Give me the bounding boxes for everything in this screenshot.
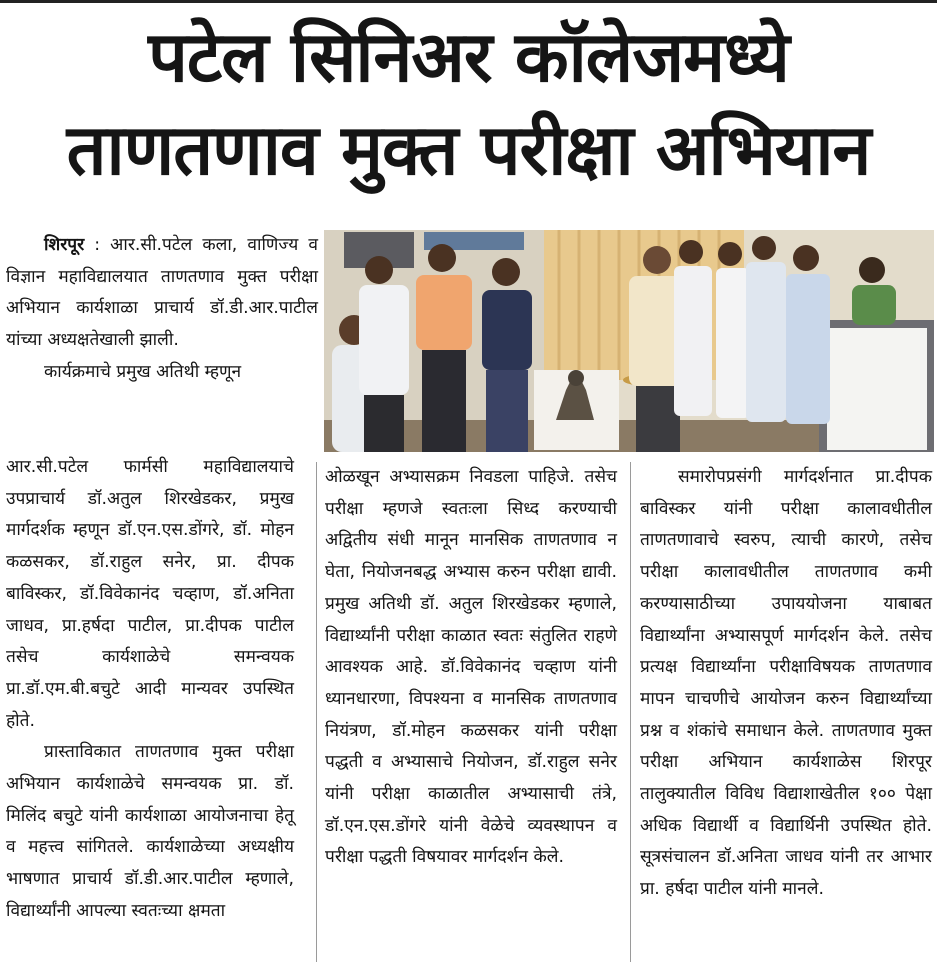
dateline: शिरपूर [44, 235, 85, 255]
article-column-1-top [6, 230, 318, 389]
article-column-3 [640, 462, 932, 906]
paragraph-1-text: आर.सी.पटेल कला, वाणिज्य व विज्ञान महाविद्यालयात ताणतणाव मुक्त परीक्षा अभियान कार्यशाळा प्राचार्य डॉ.डी.आर.पाटील यांच्या अध्यक्षतेखाली झाली. [6, 235, 319, 351]
paragraph-1 [6, 230, 318, 357]
event-photo [324, 230, 934, 452]
paragraph-2-start: कार्यक्रमाचे प्रमुख अतिथी म्हणून [44, 361, 242, 382]
column-3-text: समारोपप्रसंगी मार्गदर्शनात प्रा.दीपक बाविस्कर यांनी परीक्षा कालावधीतील ताणतणावाचे स्वरुप, त्याची कारणे, तसेच परीक्षा कालावधीतील ताणतणाव कमी करण्यासाठीच्या उपाययोजना याबाबत विद्यार्थ्यांना अभ्यासपूर्ण मार्गदर्शन केले. तसेच प्रत्यक्ष विद्यार्थ्यांना परीक्षाविषयक ताणतणाव मापन चाचणीचे आयोजन करुन विद्यार्थ्यांच्या प्रश्न व शंकांचे समाधान केले. ताणतणाव मुक्त परीक्षा अभियान कार्यशाळेस शिरपूर तालुक्यातील विविध विद्याशाखेतील १०० पेक्षा अधिक विद्यार्थी व विद्यार्थिनी उपस्थित होते. सूत्रसंचालन डॉ.अनिता जाधव यांनी तर आभार प्रा. हर्षदा पाटील यांनी मानले. [640, 467, 932, 900]
paragraph-2-text: आर.सी.पटेल फार्मसी महाविद्यालयाचे उपप्राचार्य डॉ.अतुल शिरखेडकर, प्रमुख मार्गदर्शक म्हणून डॉ.एन.एस.डोंगरे, डॉ. मोहन कळसकर, डॉ.राहुल सनेर, प्रा. दीपक बाविस्कर, डॉ.विवेकानंद चव्हाण, डॉ.अनिता जाधव, प्रा.हर्षदा पाटील, प्रा.दीपक पाटील तसेच कार्यशाळेचे समन्वयक प्रा.डॉ.एम.बी.बचुटे आदी मान्यवर उपस्थित होते. [6, 457, 294, 731]
article-column-2 [325, 462, 617, 874]
article-column-1-bottom [6, 452, 294, 928]
headline-line-1: पटेल सिनिअर कॉलेजमध्ये [148, 16, 789, 98]
column-2-text: ओळखून अभ्यासक्रम निवडला पाहिजे. तसेच परीक्षा म्हणजे स्वतःला सिध्द करण्याची अद्वितीय संधी मानून मानसिक ताणतणाव न घेता, नियोजनबद्ध अभ्यास करुन परीक्षा द्यावी. प्रमुख अतिथी डॉ. अतुल शिरखेडकर म्हणाले, विद्यार्थ्यांनी परीक्षा काळात स्वतः संतुलित राहणे आवश्यक आहे. डॉ.विवेकानंद चव्हाण यांनी ध्यानधारणा, विपश्यना व मानसिक ताणतणाव नियंत्रण, डॉ.मोहन कळसकर यांनी परीक्षा पद्धती व अभ्यासाचे नियोजन, डॉ.राहुल सनेर यांनी परीक्षा काळातील अभ्यासाची तंत्रे, डॉ.एन.एस.डोंगरे यांनी वेळेचे व्यवस्थापन व परीक्षा पद्धती विषयावर मार्गदर्शन केले. [325, 467, 617, 868]
headline-line-2: ताणतणाव मुक्त परीक्षा अभियान [66, 109, 871, 191]
paragraph-3: प्रास्ताविकात ताणतणाव मुक्त परीक्षा अभियान कार्यशाळेचे समन्वयक प्रा. डॉ. मिलिंद बचुटे यांनी कार्यशाळा आयोजनाचा हेतू व महत्त्व सांगितले. कार्यशाळेच्या अध्यक्षीय भाषणात प्राचार्य डॉ.डी.आर.पाटील म्हणाले, विद्यार्थ्यांनी आपल्या स्वतःच्या क्षमता [6, 742, 294, 921]
column-divider-1 [316, 462, 317, 962]
dateline-separator: : [84, 235, 111, 255]
top-rule [0, 0, 937, 3]
column-divider-2 [630, 462, 631, 962]
